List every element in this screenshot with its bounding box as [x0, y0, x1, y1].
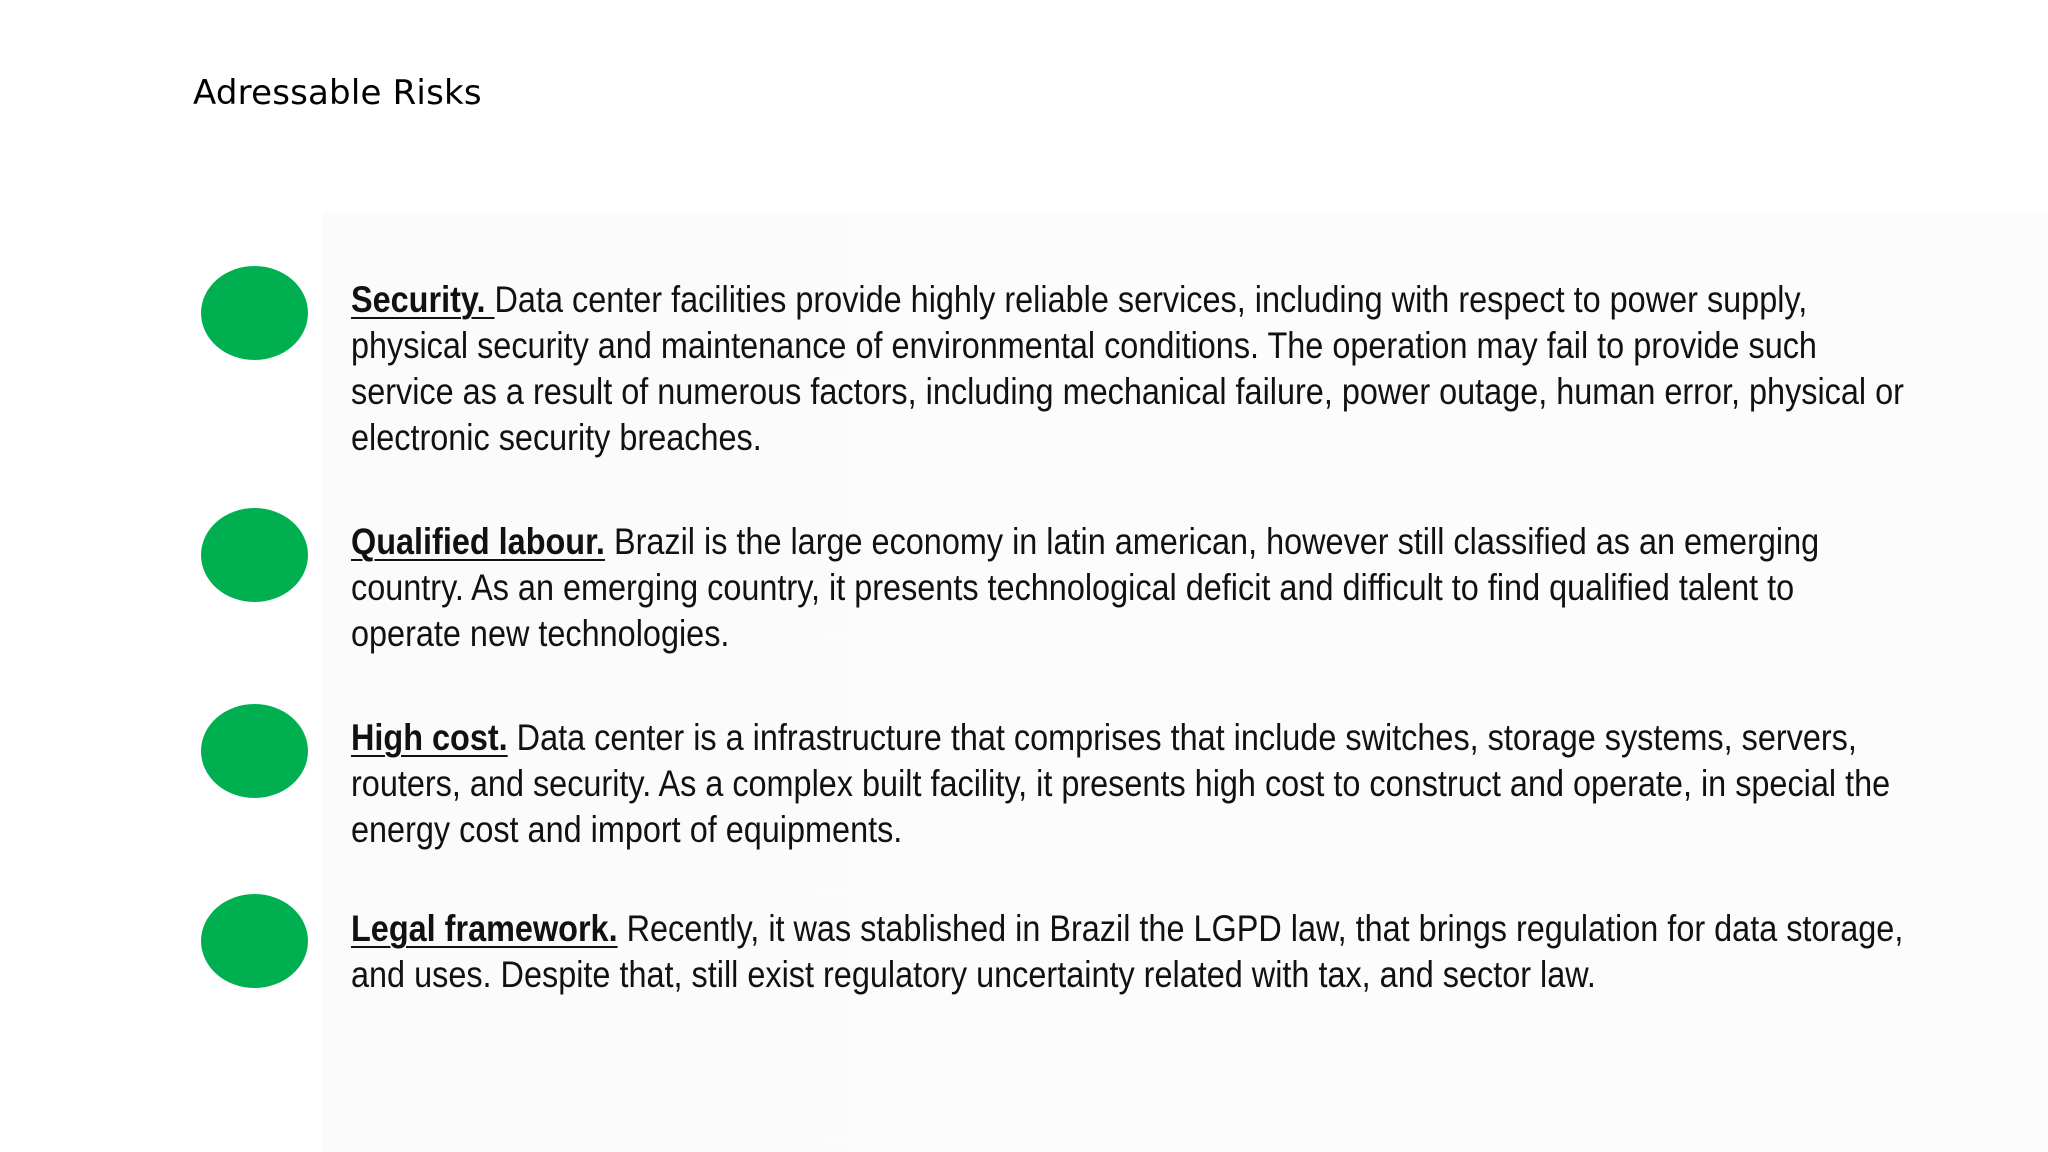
risk-description: Data center facilities provide highly reliable services, including with respect to power supply, physical security and maintenance of environmental conditions. The operation may fail to provide such service as a result of numerous factors, including mechanical failure, power outage, human error, physical or electronic security breaches. [351, 279, 1904, 458]
risk-description: Data center is a infrastructure that comprises that include switches, storage systems, servers, routers, and security. As a complex built facility, it presents high cost to construct and operate, in special the energy cost and import of equipments. [351, 717, 1891, 850]
risk-description: Recently, it was stablished in Brazil the LGPD law, that brings regulation for data storage, and uses. Despite that, still exist regulatory uncertainty related with tax, and sector law. [351, 908, 1904, 995]
risk-name: Legal framework. [351, 908, 618, 949]
risk-description: Brazil is the large economy in latin american, however still classified as an emerging country. As an emerging country, it presents technological deficit and difficult to find qualified talent to operate new technologies. [351, 521, 1820, 654]
risk-text [351, 519, 1910, 657]
green-circle-bullet-icon [201, 894, 308, 988]
risk-text [351, 277, 1910, 461]
green-circle-bullet-icon [201, 704, 308, 798]
risk-name: Qualified labour. [351, 521, 605, 562]
risk-name: High cost. [351, 717, 508, 758]
risk-text [351, 906, 1910, 998]
green-circle-bullet-icon [201, 266, 308, 360]
green-circle-bullet-icon [201, 508, 308, 602]
risk-name: Security. [351, 279, 495, 320]
risk-text [351, 715, 1910, 853]
slide-title: Adressable Risks [193, 73, 482, 113]
